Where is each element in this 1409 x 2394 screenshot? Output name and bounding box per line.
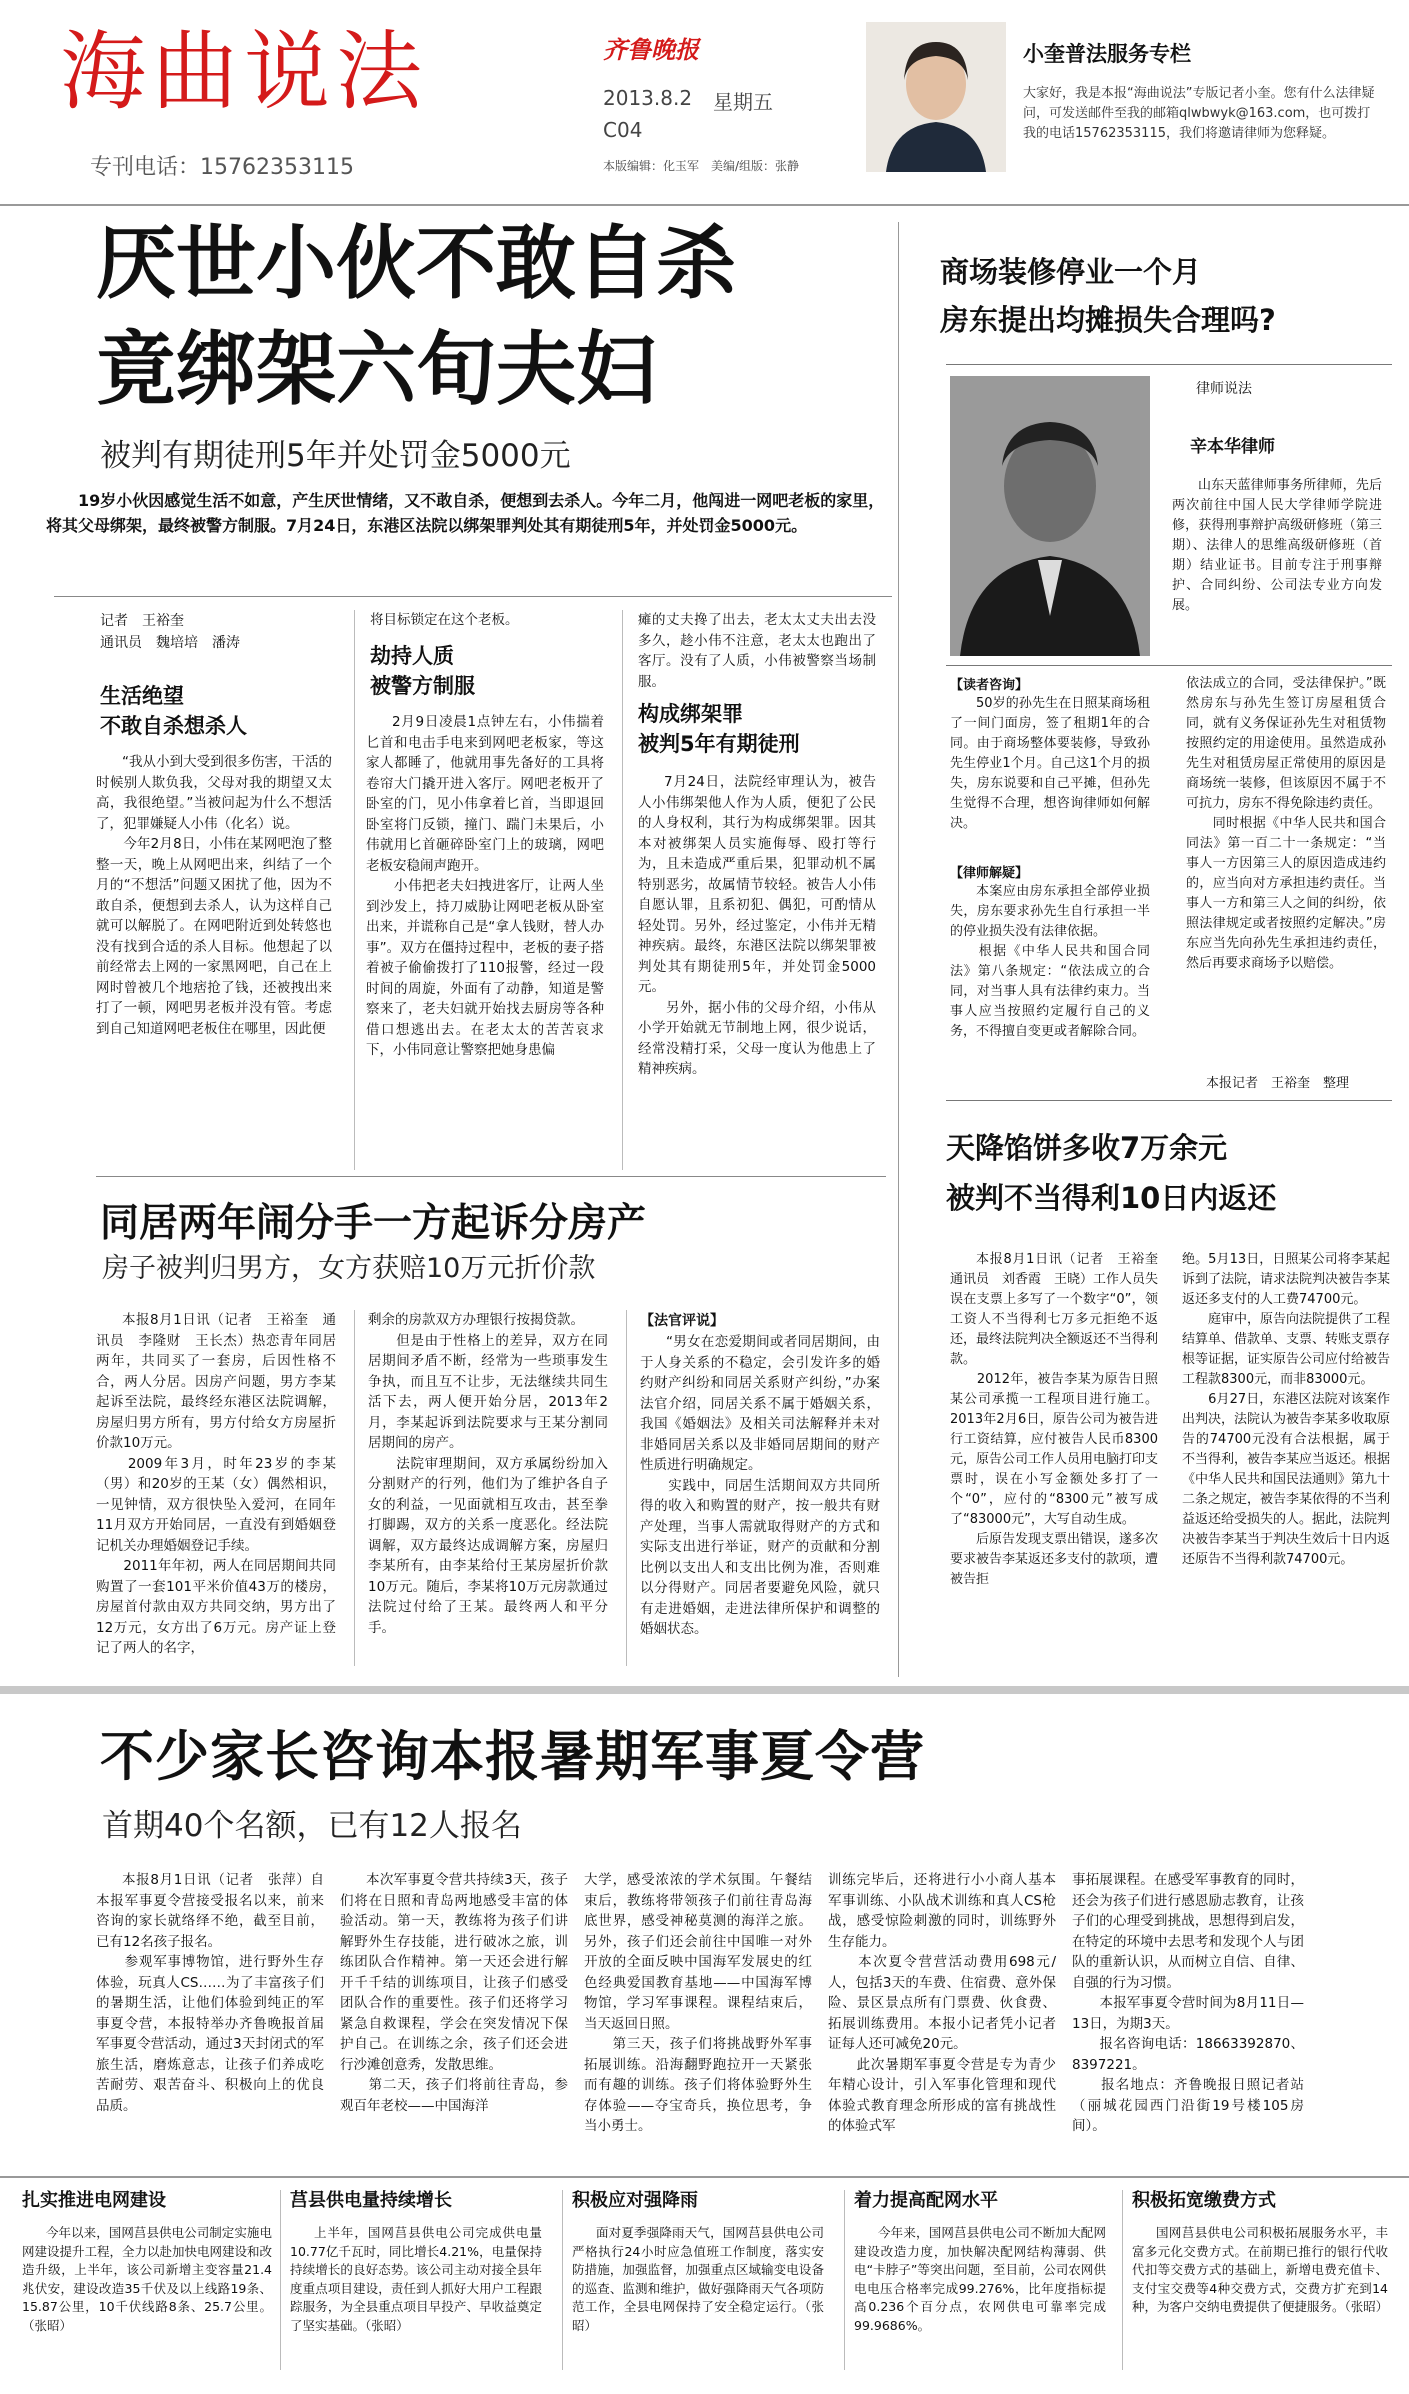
lead-section-3-subtitle: 被判5年有期徒刑 (638, 732, 800, 756)
brief-title: 莒县供电量持续增长 (290, 2190, 452, 2211)
brief-title: 扎实推进电网建设 (22, 2190, 166, 2211)
issue-weekday: 星期五 (713, 90, 773, 114)
reader-question: 50岁的孙先生在日照某商场租了一间门面房，签了租期1年的合同。由于商场整体要装修，导致孙先生停业1个月。自己这1个月的损失，房东说要和自己平摊，但孙先生觉得不合理，想咨询律师如何解决。 (950, 696, 1150, 831)
cohab-headline: 同居两年闹分手一方起诉分房产 (100, 1201, 647, 1246)
lead-column-2: 2月9日凌晨1点钟左右，小伟揣着匕首和电击手电来到网吧老板家，等这家人都睡了，他就用事先备好的工具将卷帘大门撬开进入客厅。网吧老板开了卧室的门，见小伟拿着匕首，当即退回卧室将门反锁，撞门、踹门未果后，小伟就用匕首砸碎卧室门上的玻璃，网吧老板安稳闹声跑开。 小伟把老夫妇拽进客厅，让两人坐到沙发上，持刀威胁让网吧老板从卧室出来，并谎称自己是“拿人钱财，替人办事”。双方在僵持过程中，老板的妻子搭着被子偷偷拨打了110报警，经过一段时间的周旋，外面有了动静，知道是警察来了，老夫妇就开始找去厨房等各种借口想逃出去。在老太太的苦苦哀求下，小伟同意让警察把她身患偏 (366, 714, 604, 1058)
newspaper-logo: 齐鲁晚报 (603, 35, 699, 64)
cohab-column-3: “男女在恋爱期间或者同居期间，由于人身关系的不稳定，会引发许多的婚约财产纠纷和同居关系财产纠纷，”办案法官介绍，同居关系不属于婚姻关系，我国《婚姻法》及相关司法解释并未对非婚同居关系以及非婚同居期间的财产性质进行明确规定。 实践中，同居生活期间双方共同所得的收入和购置的财产，按一般共有财产处理，当事人需就取得财产的方式和实际支出进行举证，财产的贡献和分割比例以支出人和支出比例为准，否则难以分得财产。同居者要避免风险，就只有走进婚姻，走进法律所保护和调整的婚姻状态。 (640, 1334, 880, 1637)
lead-column-1: “我从小到大受到很多伤害，干活的时候别人欺负我，父母对我的期望又太高，我很绝望。”当被问起为什么不想活了，犯罪嫌疑人小伟（化名）说。 今年2月8日，小伟在某网吧泡了整整一天，晚上从网吧出来，纠结了一个月的“不想活”问题又困扰了他，因为不敢自杀，便想到去杀人，认为这样自己就可以解脱了。在网吧附近到处转悠也没有找到合适的杀人目标。他想起了以前经常去上网的一家黑网吧，自己在上网时曾被几个地痞抢了钱，还被拽出来打了一顿，网吧男老板并没有管。考虑到自己知道网吧老板住在哪里，因此便 (96, 754, 332, 1037)
lead-section-3-title: 构成绑架罪 (638, 702, 743, 726)
camp-column-4: 训练完毕后，还将进行小小商人基本军事训练、小队战术训练和真人CS枪战，感受惊险刺激的同时，训练野外生存能力。 本次夏令营营活动费用698元/人，包括3天的车费、住宿费、意外保险、景区景点所有门票费、伙食费、拓展训练费用。本报小记者凭小记者证每人还可减免20元。 此次暑期军事夏令营是专为青少年精心设计，引入军事化管理和现代体验式教育理念所形成的富有挑战性的体验式军 (828, 1872, 1056, 2134)
lead-section-2-subtitle: 被警方制服 (370, 674, 475, 698)
lead-column-3-top: 瘫的丈夫搀了出去，老太太丈夫出去没多久，趁小伟不注意，老太太也跑出了客厅。没有了人质，小伟被警察当场制服。 (638, 612, 876, 690)
camp-column-5: 事拓展课程。在感受军事教育的同时，还会为孩子们进行感恩励志教育，让孩子们的心理受到挑战，思想得到启发，在特定的环境中去思考和发现个人与团队的重新认识，从而树立自信、自律、自强的行为习惯。 本报军事夏令营时间为8月11日—13日，为期3天。 报名咨询电话：18663392870、8397221。 报名地点：齐鲁晚报日照记者站（丽城花园西门沿街19号楼105房间）。 (1072, 1872, 1304, 2134)
camp-column-1: 本报8月1日讯（记者 张萍）自本报军事夏令营接受报名以来，前来咨询的家长就络绎不绝，截至目前，已有12名孩子报名。 参观军事博物馆，进行野外生存体验，玩真人CS……为了丰富孩子们的暑期生活，让他们体验到纯正的军事夏令营，本报特举办齐鲁晚报首届军事夏令营活动，通过3天封闭式的军旅生活，磨炼意志，让孩子们养成吃苦耐劳、艰苦奋斗、积极向上的优良品质。 (96, 1872, 324, 2114)
brief-text: 今年来，国网莒县供电公司不断加大配网建设改造力度，加快解决配网结构薄弱、供电“卡脖子”等突出问题，至目前，公司农网供电电压合格率完成99.276%，比年度指标提高0.236个百分点，农网供电可靠率完成99.9686%。 (854, 2225, 1106, 2333)
pie-column-2: 绝。5月13日，日照某公司将李某起诉到了法院，请求法院判决被告李某返还多支付的人工费74700元。 庭审中，原告向法院提供了工程结算单、借款单、支票、转账支票存根等证据，证实原告公司应付给被告工程款8300元，而非83000元。 6月27日，东港区法院对该案作出判决，法院认为被告李某多收取原告的74700元没有合法根据，属于不当得利，被告李某应当返还。根据《中华人民共和国民法通则》第九十二条之规定，被告李某依得的不当利益返还给受损失的人。据此，法院判决被告李某当于判决生效后十日内返还原告不当得利款74700元。 (1182, 1252, 1391, 1567)
brief-4 (854, 2186, 1106, 2394)
lawyer-box-label: 律师说法 (1196, 381, 1252, 397)
lawyer-bio: 山东天蓝律师事务所律师，先后两次前往中国人民大学律师学院进修，获得刑事辩护高级研修班（第三期）、法律人的思维高级研修班（首期）结业证书。目前专注于刑事辩护、合同纠纷、公司法专业方向发展。 (1172, 478, 1382, 613)
lead-intro: 19岁小伙因感觉生活不如意，产生厌世情绪，又不敢自杀，便想到去杀人。今年二月，他闯进一网吧老板的家里，将其父母绑架，最终被警方制服。7月24日，东港区法院以绑架罪判处其有期徒刑5年，并处罚金5000元。 (46, 491, 885, 535)
right-headline-2: 房东提出均摊损失合理吗? (940, 303, 1276, 337)
reader-question-label: 【读者咨询】 (950, 678, 1029, 693)
brief-3 (572, 2186, 824, 2394)
issue-date: 2013.8.2 (603, 86, 693, 110)
brief-title: 积极拓宽缴费方式 (1132, 2190, 1276, 2211)
hotline: 专刊电话：15762353115 (90, 155, 354, 180)
lawyer-answer: 本案应由房东承担全部停业损失，房东要求孙先生自行承担一半的停业损失没有法律依据。 根据《中华人民共和国合同法》第八条规定：“依法成立的合同，对当事人具有法律约束力。当事人应当按照约定履行自己的义务，不得擅自变更或者解除合同。 (950, 884, 1150, 1039)
pie-headline-2: 被判不当得利10日内返还 (946, 1181, 1277, 1215)
brief-text: 面对夏季强降雨天气，国网莒县供电公司严格执行24小时应急值班工作制度，落实安防措施，加强监督，加强重点区域输变电设备的巡查、监测和维护，做好强降雨天气各项防范工作，全县电网保持了安全稳定运行。（张昭） (572, 2225, 824, 2333)
brief-text: 国网莒县供电公司积极拓展服务水平，丰富多元化交费方式。在前期已推行的银行代收代扣等交费方式的基础上，新增电费充值卡、支付宝交费等4种交费方式，交费方扩充到14种，为客户交纳电费提供了便捷服务。（张昭） (1132, 2225, 1389, 2314)
editors-line: 本版编辑：化玉军 美编/组版：张静 (603, 159, 800, 173)
pie-column-1: 本报8月1日讯（记者 王裕奎 通讯员 刘香霞 王晓）工作人员失误在支票上多写了一个数字“0”，领工资人不当得利七万多元拒绝不返还，最终法院判决全额返还不当得利款。 2012年，被告李某为原告日照某公司承揽一工程项目进行施工。2013年2月6日，原告公司为被告进行工资结算，应付被告人民币8300元，原告公司工作人员用电脑打印支票时，误在小写金额处多打了一个“0”，应付的“8300元”被写成了“83000元”，大写自动生成。 后原告发现支票出错误，遂多次要求被告李某返还多支付的款项，遭被告拒 (950, 1252, 1159, 1587)
brief-title: 积极应对强降雨 (572, 2190, 698, 2211)
camp-column-2: 本次军事夏令营共持续3天，孩子们将在日照和青岛两地感受丰富的体验活动。第一天，教练将为孩子们讲解野外生存技能，进行破冰之旅，训练团队合作精神。第一天还会进行解开千千结的训练项目，让孩子们感受团队合作的重要性。孩子们还将学习紧急自救课程，学会在突发情况下保护自己。在训练之余，孩子们还会进行沙滩创意秀，发散思维。 第二天，孩子们将前往青岛，参观百年老校——中国海洋 (340, 1872, 568, 2114)
cohab-column-2: 剩余的房款双方办理银行按揭贷款。 但是由于性格上的差异，双方在同居期间矛盾不断，经常为一些琐事发生争执，而且互不让步，无法继续共同生活下去，两人便开始分居，2013年2月，李某起诉到法院要求与王某分割同居期间的房产。 法院审理期间，双方承属纷纷加入分割财产的行列，他们为了维护各自子女的利益，一见面就相互攻击，甚至拳打脚踢，双方的关系一度恶化。经法院调解，双方最终达成调解方案，房屋归李某所有，由李某给付王某房屋折价款10万元。随后，李某将10万元房款通过法院过付给了王某。最终两人和平分手。 (368, 1312, 608, 1636)
brief-5 (1132, 2186, 1388, 2394)
brief-1 (22, 2186, 272, 2394)
column-box-title: 小奎普法服务专栏 (1023, 42, 1191, 66)
reporter-photo (866, 22, 1006, 172)
lead-byline-2: 通讯员 魏培培 潘涛 (100, 635, 240, 651)
camp-column-3: 大学，感受浓浓的学术氛围。午餐结束后，教练将带领孩子们前往青岛海底世界，感受神秘莫测的海洋之旅。另外，孩子们还会前往中国唯一对外开放的全面反映中国海军发展史的红色经典爱国教育基地——中国海军博物馆，学习军事课程。课程结束后，当天返回日照。 第三天，孩子们将挑战野外军事拓展训练。沿海翻野跑拉开一天紧张而有趣的训练。孩子们将体验野外生存体验——夺宝奇兵，换位思考，争当小勇士。 (584, 1872, 812, 2134)
right-headline-1: 商场装修停业一个月 (940, 255, 1202, 289)
cohab-subhead: 房子被判归男方，女方获赔10万元折价款 (102, 1253, 596, 1284)
lead-headline-2: 竟绑架六旬夫妇 (96, 323, 656, 416)
lead-column-2-top: 将目标锁定在这个老板。 (370, 612, 519, 628)
lead-section-1-title: 生活绝望 (100, 684, 184, 708)
lead-section-2-title: 劫持人质 (370, 644, 454, 668)
camp-subhead: 首期40个名额，已有12人报名 (102, 1808, 522, 1844)
lead-headline-1: 厌世小伙不敢自杀 (96, 217, 736, 310)
brief-title: 着力提高配网水平 (854, 2190, 998, 2211)
brief-text: 今年以来，国网莒县供电公司制定实施电网建设提升工程，全力以赴加快电网建设和改造升级，上半年，该公司新增主变容量21.4兆伏安，建设改造35千伏及以上线路19条、15.87公里，10千伏线路8条、25.7公里。（张昭） (22, 2225, 273, 2333)
lead-subhead: 被判有期徒刑5年并处罚金5000元 (100, 438, 571, 474)
cohab-column-1: 本报8月1日讯（记者 王裕奎 通讯员 李隆财 王长杰）热恋青年同居两年，共同买了一套房，后因性格不合，两人分居。因房产问题，男方李某起诉至法院，最终经东港区法院调解，房屋归男方所有，男方付给女方房屋折价款10万元。 2009年3月，时年23岁的李某（男）和20岁的王某（女）偶然相识，一见钟情，双方很快坠入爱河，在同年11月双方开始同居，一直没有到婚姻登记机关办理婚姻登记手续。 2011年年初，两人在同居期间共同购置了一套101平米价值43万的楼房，房屋首付款由双方共同交纳，男方出了12万元，女方出了6万元。房产证上登记了两人的名字， (96, 1312, 336, 1656)
lawyer-answer-label: 【律师解疑】 (950, 866, 1029, 881)
camp-headline: 不少家长咨询本报暑期军事夏令营 (100, 1725, 925, 1788)
column-box-text: 大家好，我是本报“海曲说法”专版记者小奎。您有什么法律疑问，可发送邮件至我的邮箱qlwbwyk@163.com，也可拨打我的电话15762353115，我们将邀请律师为您释疑。 (1023, 86, 1375, 141)
lead-section-1-subtitle: 不敢自杀想杀人 (100, 714, 247, 738)
pie-headline-1: 天降馅饼多收7万余元 (946, 1131, 1228, 1165)
lead-byline-1: 记者 王裕奎 (100, 613, 184, 629)
lawyer-photo (950, 376, 1150, 656)
lead-column-3: 7月24日，法院经审理认为，被告人小伟绑架他人作为人质，便犯了公民的人身权利，其行为构成绑架罪。因其本对被绑架人员实施侮辱、殴打等行为，且未造成严重后果，犯罪动机不属特别恶劣，故属情节较轻。被告人小伟自愿认罪，且系初犯、偶犯，可酌情从轻处罚。另外，经过鉴定，小伟并无精神疾病。最终，东港区法院以绑架罪被判处其有期徒刑5年，并处罚金5000元。 另外，据小伟的父母介绍，小伟从小学开始就无节制地上网，很少说话，经常没精打采，父母一度认为他患上了精神疾病。 (638, 774, 876, 1077)
lawyer-name: 辛本华律师 (1190, 437, 1275, 457)
page-number: C04 (603, 118, 643, 142)
masthead-title: 海曲说法 (60, 22, 428, 122)
judge-comment-label: 【法官评说】 (640, 1313, 724, 1329)
brief-2 (290, 2186, 542, 2394)
right-story-sign: 本报记者 王裕奎 整理 (1206, 1076, 1350, 1091)
lawyer-answer-continued: 依法成立的合同，受法律保护。”既然房东与孙先生签订房屋租赁合同，就有义务保证孙先生对租赁物按照约定的用途使用。虽然造成孙先生对租赁房屋正常使用的原因是商场统一装修，但该原因不属于不可抗力，房东不得免除违约责任。 同时根据《中华人民共和国合同法》第一百二十一条规定：“当事人一方因第三人的原因造成违约的，应当向对方承担违约责任。当事人一方和第三人之间的纠纷，依照法律规定或者按照约定解决。”房东应当先向孙先生承担违约责任，然后再要求商场予以赔偿。 (1186, 676, 1386, 971)
brief-text: 上半年，国网莒县供电公司完成供电量10.77亿千瓦时，同比增长4.21%，电量保持持续增长的良好态势。该公司主动对接全县年度重点项目建设，责任到人抓好大用户工程跟踪服务，为全县重点项目早投产、早收益奠定了坚实基础。（张昭） (290, 2225, 542, 2333)
